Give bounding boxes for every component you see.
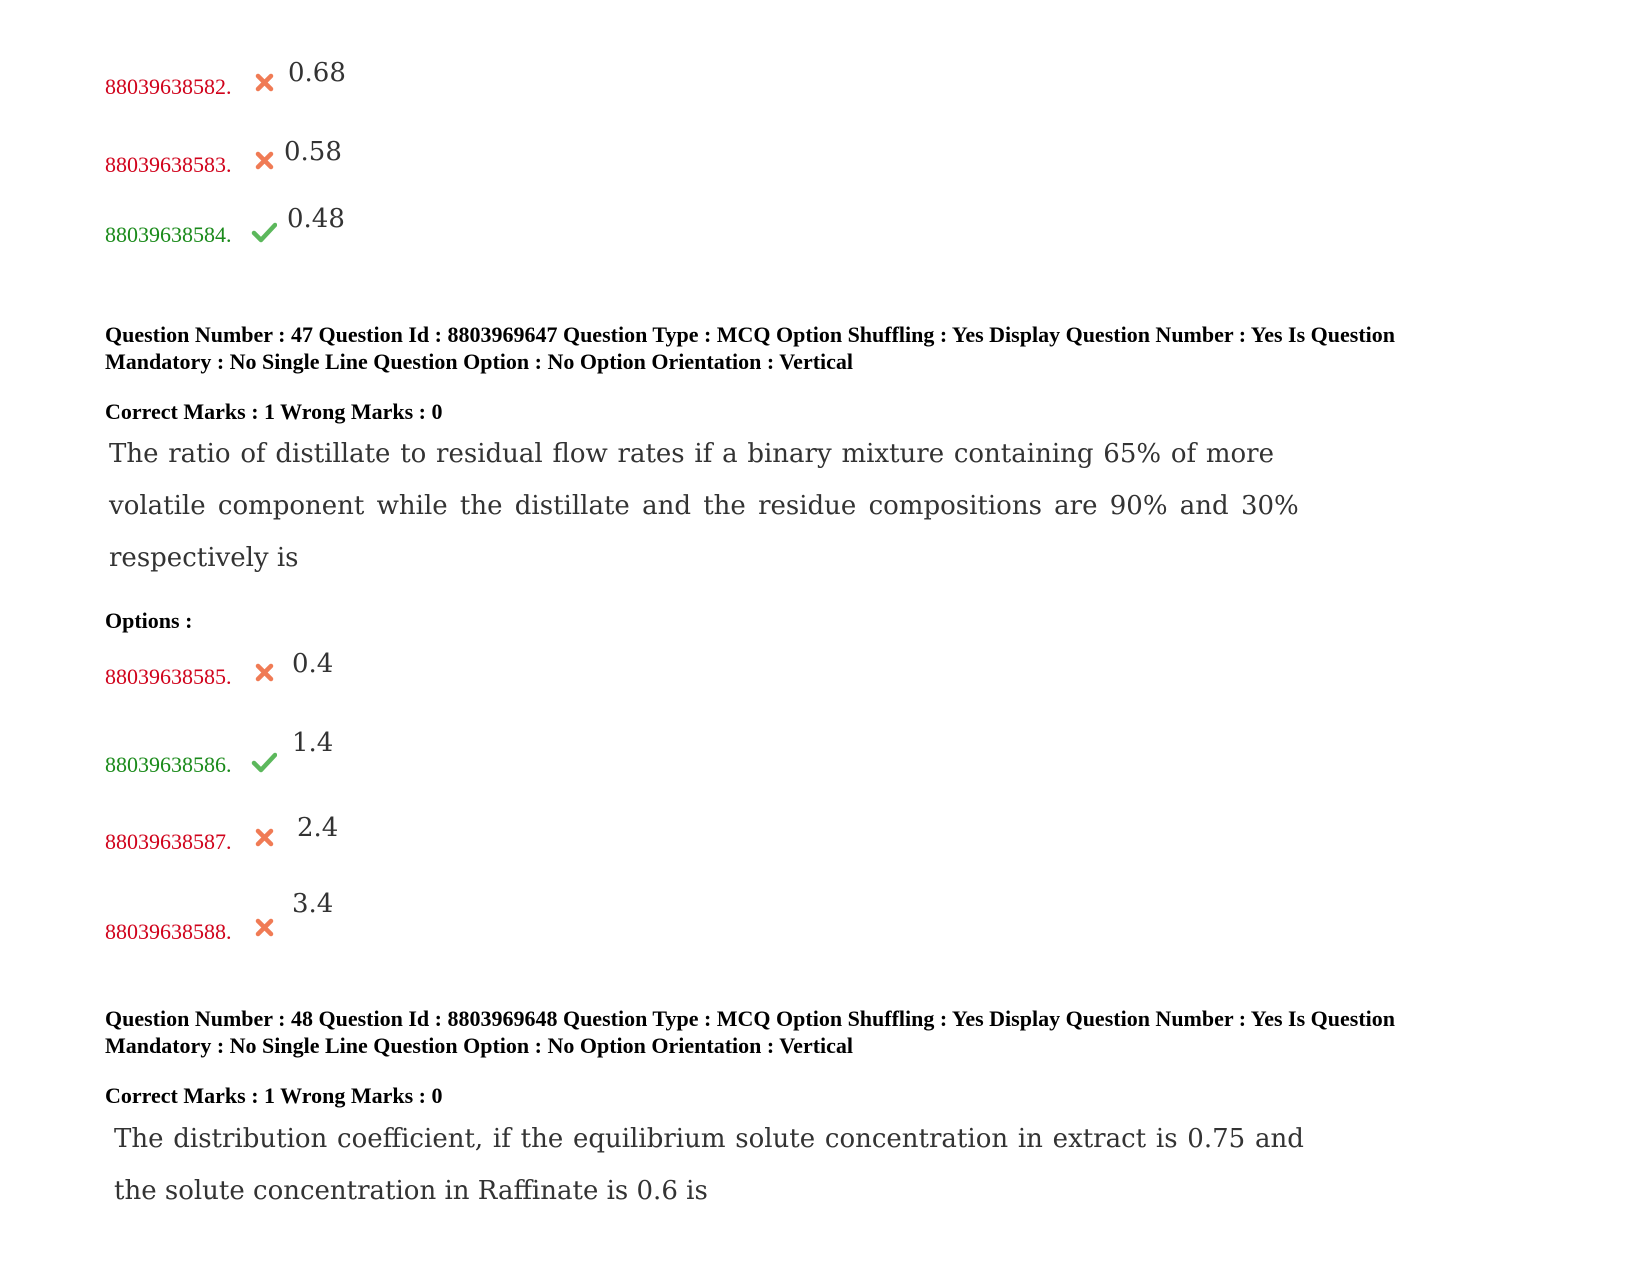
option-value: 1.4 [292,728,334,758]
question-meta [105,321,1545,375]
check-icon [251,749,277,775]
option-value: 0.4 [292,649,334,679]
option-id: 88039638584. [105,222,232,247]
cross-icon [251,915,277,941]
question-meta-line: Question Number : 48 Question Id : 8803969648 Question Type : MCQ Option Shuffling : Yes Display Question Number : Yes Is Question [105,1006,1395,1031]
option-id: 88039638585. [105,664,232,689]
question-meta-line: Mandatory : No Single Line Question Option : No Option Orientation : Vertical [105,1033,854,1058]
option-id: 88039638586. [105,752,232,777]
option-id: 88039638588. [105,919,232,944]
question-text-line: The ratio of distillate to residual flow rates if a binary mixture containing 65% of more [109,439,1275,469]
question-text-line: volatile component while the distillate and the residue compositions are 90% and 30% [109,491,1299,521]
option-id: 88039638582. [105,74,232,99]
cross-icon [251,148,277,174]
question-text-line: respectively is [109,543,299,573]
check-icon [251,219,277,245]
question-marks: Correct Marks : 1 Wrong Marks : 0 [105,399,443,424]
cross-icon [251,70,277,96]
question-meta-line: Question Number : 47 Question Id : 8803969647 Question Type : MCQ Option Shuffling : Yes Display Question Number : Yes Is Question [105,322,1395,347]
option-row [105,813,505,865]
question-meta-line: Mandatory : No Single Line Question Option : No Option Orientation : Vertical [105,349,854,374]
cross-icon [251,825,277,851]
option-value: 0.58 [284,137,342,167]
option-value: 0.68 [288,58,346,88]
question-marks: Correct Marks : 1 Wrong Marks : 0 [105,1083,443,1108]
question-meta [105,1005,1545,1059]
cross-icon [251,660,277,686]
question-text-line: The distribution coefficient, if the equilibrium solute concentration in extract is 0.75 and [114,1124,1304,1154]
option-row [105,58,505,110]
option-id: 88039638583. [105,152,232,177]
option-id: 88039638587. [105,829,232,854]
option-value: 3.4 [292,889,334,919]
option-row [105,728,505,788]
option-row [105,137,505,188]
question-text-line: the solute concentration in Raffinate is 0.6 is [114,1176,708,1206]
option-value: 0.48 [287,204,345,234]
option-value: 2.4 [297,813,339,843]
option-row [105,204,505,258]
option-row [105,649,505,700]
options-label: Options : [105,608,193,633]
option-row [105,889,505,955]
